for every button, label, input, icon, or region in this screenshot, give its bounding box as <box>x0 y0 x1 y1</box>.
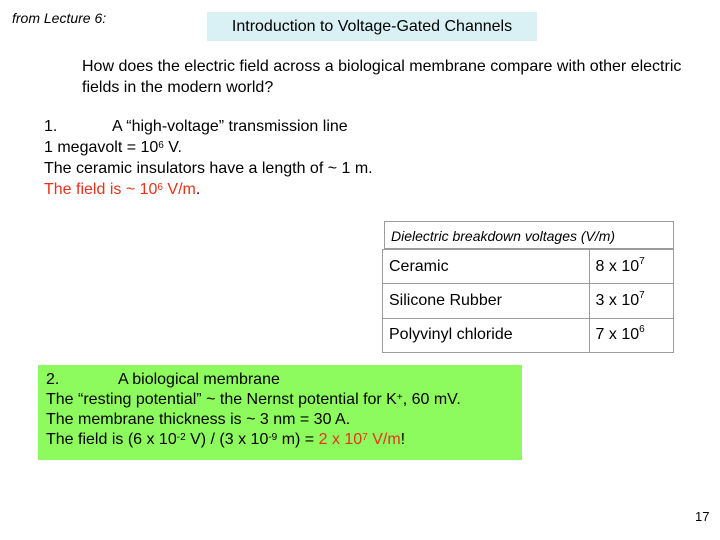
point-2-formula-part-b: V) / (3 x 10 <box>185 431 269 448</box>
point-2-line-1-value: , 60 mV. <box>402 391 461 408</box>
point-2-heading-line <box>46 370 522 390</box>
point-2-formula-part-c: m) = <box>277 431 319 448</box>
point-1-period: . <box>195 181 201 198</box>
point-2-number: 2. <box>46 371 60 388</box>
slide-title-text: Introduction to Voltage-Gated Channels <box>231 17 513 35</box>
point-1-field-unit: V/m <box>162 181 196 198</box>
dielectric-table-header: Dielectric breakdown voltages (V/m) <box>384 221 674 249</box>
question-text: How does the electric field across a biological membrane compare with other electric fields in the modern world? <box>82 58 682 96</box>
table-row <box>383 250 674 284</box>
lecture-reference: from Lecture 6: <box>12 10 107 26</box>
point-1-heading: A “high-voltage” transmission line <box>112 118 348 135</box>
point-2-exponent-2: -9 <box>268 432 278 443</box>
point-1-line-1-exponent: 6 <box>158 140 164 151</box>
value-exponent: 6 <box>639 324 645 336</box>
point-1-line-1 <box>44 137 373 158</box>
point-2-result: 2 x 10 <box>318 431 363 448</box>
point-2-formula-part-a: The field is (6 x 10 <box>46 431 177 448</box>
material-cell: Polyvinyl chloride <box>383 318 590 352</box>
material-cell: Silicone Rubber <box>383 284 590 318</box>
point-1-field-exponent: 6 <box>157 182 163 193</box>
potassium-charge-superscript: + <box>396 392 403 403</box>
point-1-field-text: The field is ~ 10 <box>44 181 158 198</box>
point-1-line-2: The ceramic insulators have a length of ~ 1 m. <box>44 160 373 177</box>
value-exponent: 7 <box>639 255 645 267</box>
dielectric-table <box>382 249 674 353</box>
point-1-block <box>44 116 373 200</box>
value-exponent: 7 <box>639 289 645 301</box>
point-2-line-2: The membrane thickness is ~ 3 nm = 30 A. <box>46 411 351 428</box>
point-1-line-1-unit: V. <box>163 139 182 156</box>
point-1-line-3 <box>44 179 373 200</box>
point-2-result-exponent: 7 <box>362 432 368 443</box>
point-2-heading: A biological membrane <box>118 371 280 388</box>
point-2-line-3 <box>46 430 522 450</box>
value-mantissa: 3 x 10 <box>595 291 640 309</box>
point-1-number: 1. <box>44 118 58 135</box>
page-number: 17 <box>695 509 710 524</box>
value-mantissa: 7 x 10 <box>595 326 640 344</box>
point-2-exponent-1: -2 <box>176 432 186 443</box>
point-2-line-1 <box>46 390 522 410</box>
dielectric-table-block <box>382 219 674 344</box>
point-1-line-1-text: 1 megavolt = 10 <box>44 139 159 156</box>
value-cell <box>589 284 673 318</box>
point-2-block <box>38 365 522 460</box>
point-2-exclamation: ! <box>400 431 406 448</box>
table-row <box>383 284 674 318</box>
material-cell: Ceramic <box>383 250 590 284</box>
value-cell <box>589 250 673 284</box>
value-cell <box>589 318 673 352</box>
point-2-line-1-text: The “resting potential” ~ the Nernst potential for K <box>46 391 397 408</box>
point-1-heading-line <box>44 116 373 137</box>
slide-title <box>207 12 537 41</box>
point-2-result-unit: V/m <box>367 431 401 448</box>
value-mantissa: 8 x 10 <box>595 257 640 275</box>
table-row <box>383 318 674 352</box>
